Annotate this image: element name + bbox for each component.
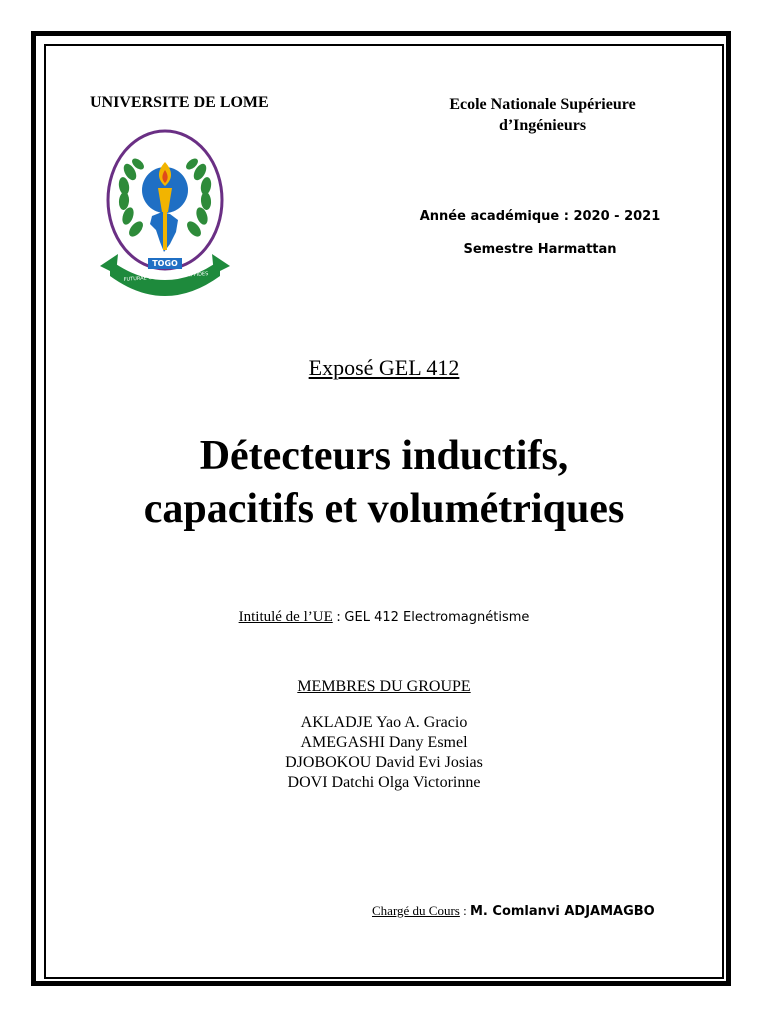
lecturer-separator: : xyxy=(459,903,470,918)
document-title-line2: capacitifs et volumétriques xyxy=(143,486,625,532)
school-name xyxy=(410,94,675,136)
member-name: AKLADJE Yao A. Gracio xyxy=(300,714,468,731)
logo-motto: FUTURAE GENERIS HUMANI FIDES xyxy=(123,271,209,283)
ue-separator: : xyxy=(332,609,345,625)
school-name-line1: Ecole Nationale Supérieure xyxy=(449,96,636,113)
member-name: DJOBOKOU David Evi Josias xyxy=(285,754,483,771)
expose-heading: Exposé GEL 412 xyxy=(308,355,460,380)
university-name: UNIVERSITE DE LOME xyxy=(90,94,269,111)
course-lecturer xyxy=(372,903,655,919)
lecturer-name: M. Comlanvi ADJAMAGBO xyxy=(470,904,655,919)
members-heading: MEMBRES DU GROUPE xyxy=(297,678,471,695)
document-title-line1: Détecteurs inductifs, xyxy=(199,433,569,479)
lecturer-label: Chargé du Cours xyxy=(372,903,460,918)
school-name-line2: d’Ingénieurs xyxy=(498,117,587,134)
ue-line xyxy=(0,609,768,626)
ue-value: GEL 412 Electromagnétisme xyxy=(344,610,530,625)
academic-year: Année académique : 2020 - 2021 xyxy=(419,209,661,224)
member-name: DOVI Datchi Olga Victorinne xyxy=(287,774,481,791)
logo-country-label: TOGO xyxy=(152,259,178,268)
document-title xyxy=(60,430,708,536)
members-list xyxy=(0,713,768,793)
ue-label: Intitulé de l’UE xyxy=(238,609,333,625)
member-name: AMEGASHI Dany Esmel xyxy=(300,734,468,751)
semester: Semestre Harmattan xyxy=(463,242,617,257)
university-logo xyxy=(96,128,236,304)
